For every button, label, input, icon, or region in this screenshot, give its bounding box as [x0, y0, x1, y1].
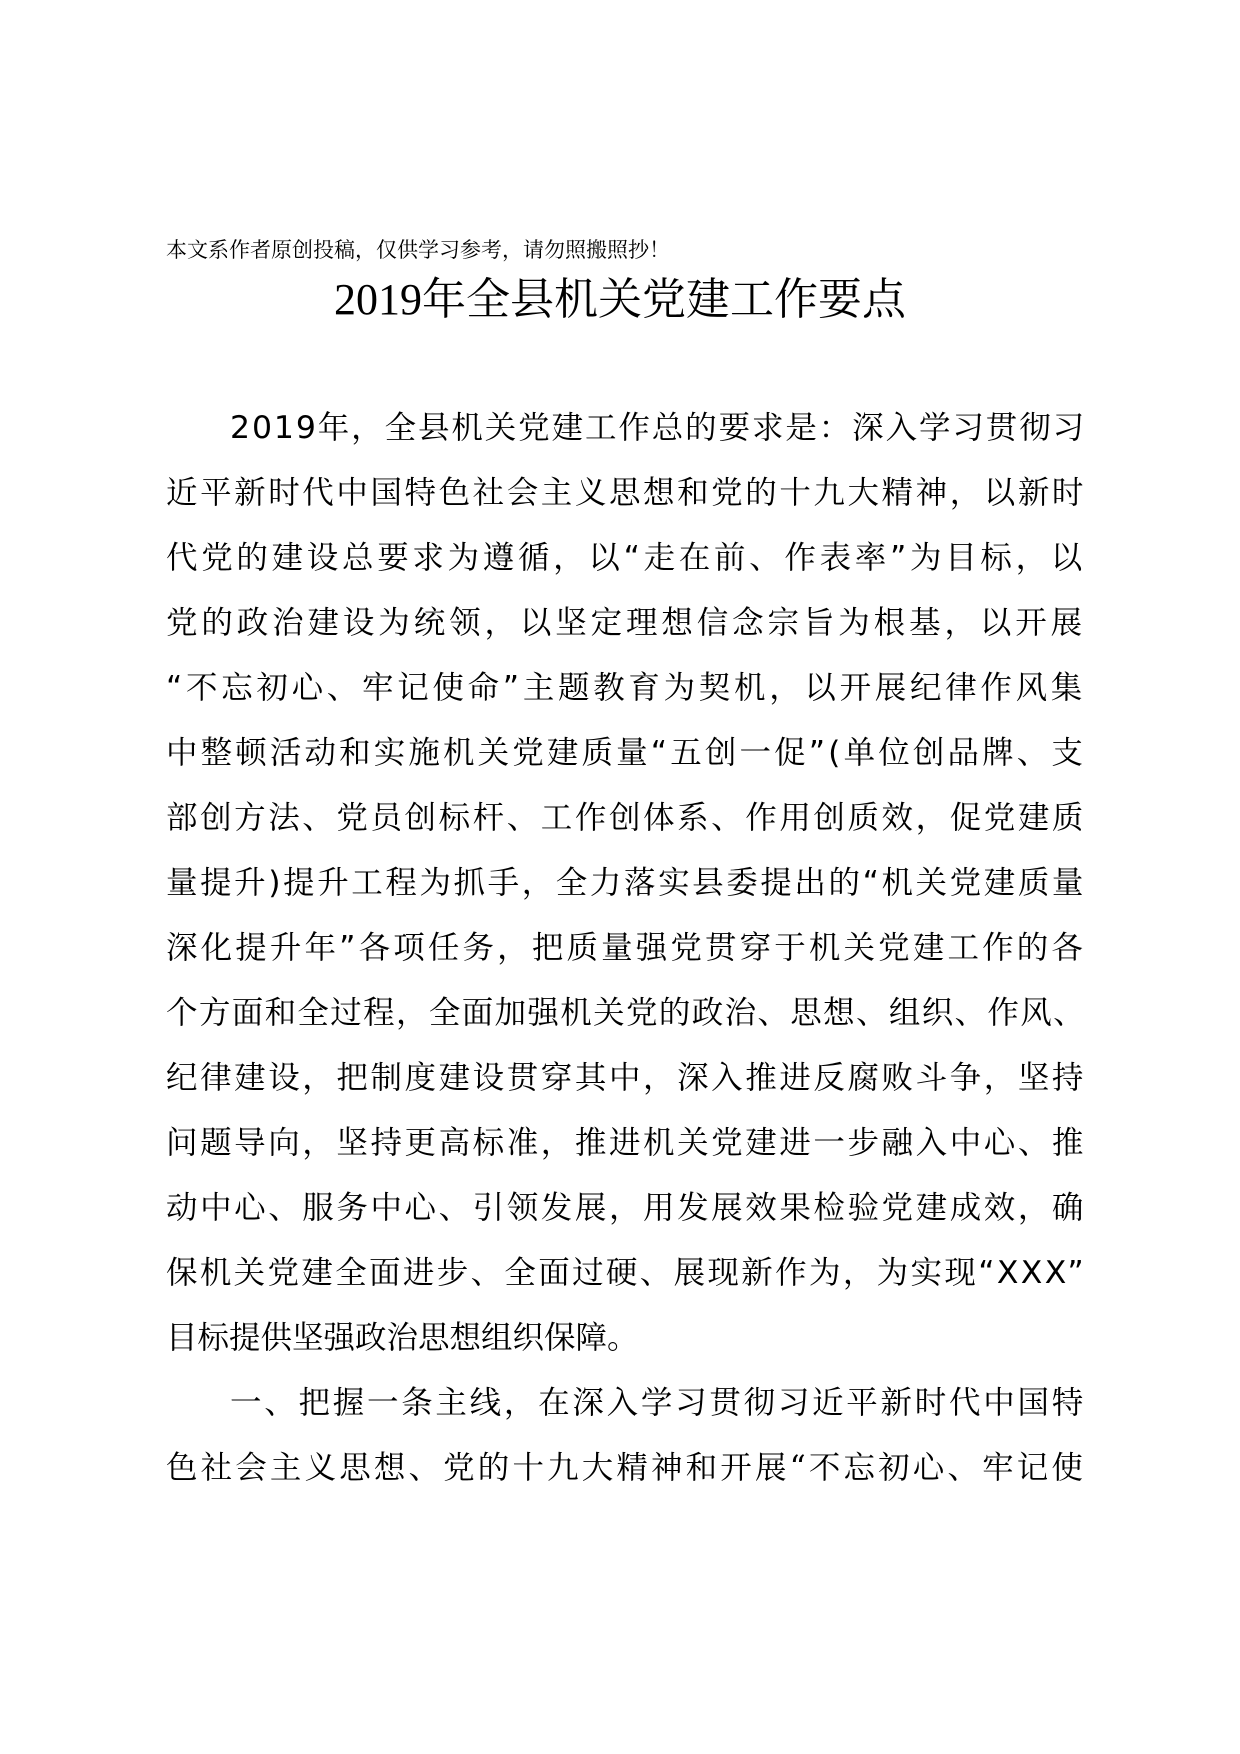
text-line: 问题导向，坚持更高标准，推进机关党建进一步融入中心、推 [166, 1125, 1086, 1161]
text-line: 近平新时代中国特色社会主义思想和党的十九大精神，以新时 [166, 475, 1086, 511]
paragraph-section-one [166, 1371, 1086, 1501]
copyright-notice: 本文系作者原创投稿，仅供学习参考，请勿照搬照抄！ [166, 238, 670, 262]
document-title [0, 270, 1240, 330]
section-heading-line: 一、把握一条主线，在深入学习贯彻习近平新时代中国特 [230, 1385, 1086, 1421]
text-line: 个方面和全过程，全面加强机关党的政治、思想、组织、作风、 [166, 995, 1086, 1031]
text-line: “不忘初心、牢记使命”主题教育为契机，以开展纪律作风集 [166, 670, 1086, 706]
text-line: 部创方法、党员创标杆、工作创体系、作用创质效，促党建质 [166, 800, 1086, 836]
text-line: 目标提供坚强政治思想组织保障。 [166, 1320, 639, 1356]
text-line: 量提升)提升工程为抓手，全力落实县委提出的“机关党建质量 [166, 865, 1086, 901]
text-line: 2019年，全县机关党建工作总的要求是：深入学习贯彻习 [230, 410, 1086, 446]
text-line: 动中心、服务中心、引领发展，用发展效果检验党建成效，确 [166, 1190, 1086, 1226]
document-body [166, 396, 1086, 1501]
text-line: 党的政治建设为统领，以坚定理想信念宗旨为根基，以开展 [166, 605, 1086, 641]
title-year: 2019 [334, 275, 422, 324]
text-line: 深化提升年”各项任务，把质量强党贯穿于机关党建工作的各 [166, 930, 1086, 966]
title-text: 年全县机关党建工作要点 [422, 274, 906, 325]
paragraph-intro [166, 396, 1086, 1371]
section-heading-line: 色社会主义思想、党的十九大精神和开展“不忘初心、牢记使 [166, 1450, 1086, 1486]
text-line: 纪律建设，把制度建设贯穿其中，深入推进反腐败斗争，坚持 [166, 1060, 1086, 1096]
text-line: 代党的建设总要求为遵循，以“走在前、作表率”为目标，以 [166, 540, 1086, 576]
text-line: 中整顿活动和实施机关党建质量“五创一促”(单位创品牌、支 [166, 735, 1086, 771]
text-line: 保机关党建全面进步、全面过硬、展现新作为，为实现“XXX” [166, 1255, 1086, 1291]
